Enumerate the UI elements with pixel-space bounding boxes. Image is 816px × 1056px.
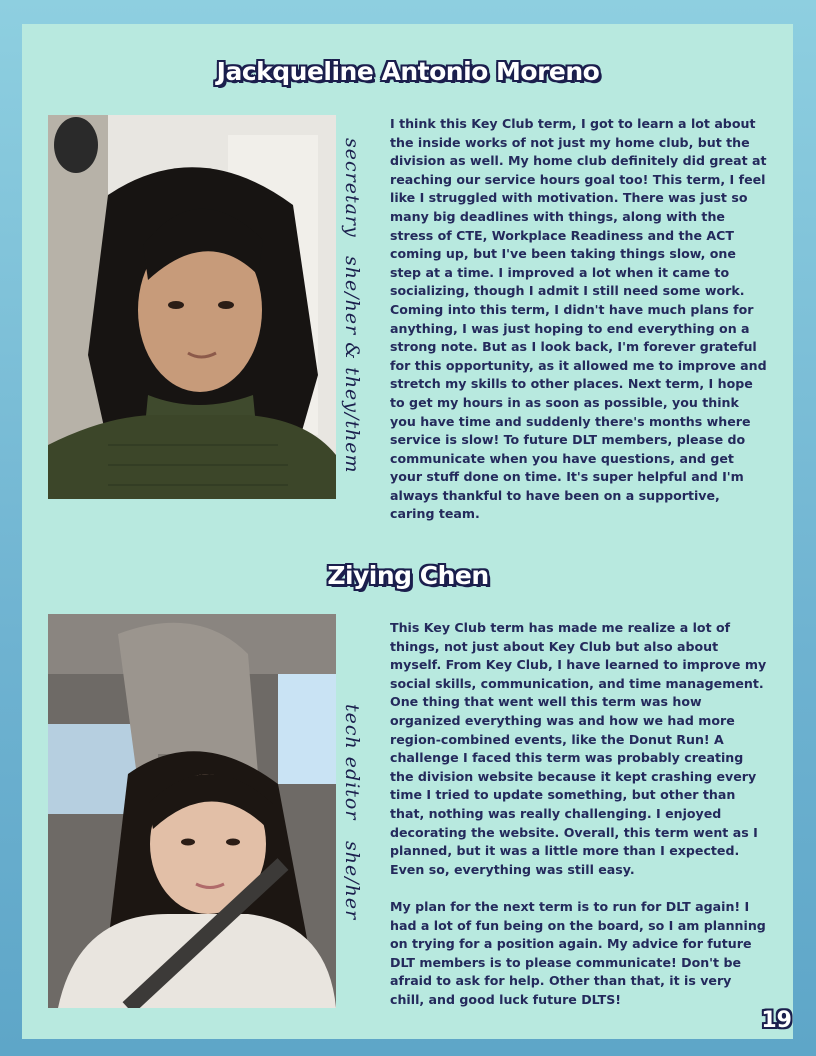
profile-pronouns: she/her & they/them xyxy=(341,256,363,474)
profile-photo xyxy=(48,115,336,499)
profile-name: Ziying Chen xyxy=(327,561,489,590)
profile-pronouns: she/her xyxy=(341,841,363,921)
page-number: 19 xyxy=(761,1008,792,1033)
profile-bio xyxy=(390,619,768,1009)
profile-bio xyxy=(390,115,768,524)
profile-role: tech editor xyxy=(341,704,363,821)
bio-paragraph: My plan for the next term is to run for DLT again! I had a lot of fun being on the board, so I am planning on trying for a position again. My advice for future DLT members is to please communicate! Don't be afraid to ask for help. Other than that, it is very chill, and good luck future DLTS! xyxy=(390,898,766,1007)
profile-role: secretary xyxy=(341,138,363,238)
bio-paragraph: I think this Key Club term, I got to learn a lot about the inside works of not just my home club, but the division as well. My home club definitely did great at reaching our service hours goal too! This term, I feel like I struggled with motivation. There was just so many big deadlines with things, along with the stress of CTE, Workplace Readiness and the ACT coming up, but I've been taking things slow, one step at a time. I improved a lot when it came to socializing, though I admit I still need some work. Coming into this term, I didn't have much plans for anything, I was just hoping to end everything on a strong note. But as I look back, I'm forever grateful for this opportunity, as it allowed me to improve and stretch my skills to other places. Next term, I hope to get my hours in as soon as possible, you think you have time and suddenly there's months where service is slow! To future DLT members, please do communicate when you have questions, and get your stuff done on time. It's super helpful and I'm always thankful to have been on a supportive, caring team. xyxy=(390,116,767,522)
profile-photo xyxy=(48,614,336,1008)
bio-paragraph: This Key Club term has made me realize a lot of things, not just about Key Club but also about myself. From Key Club, I have learned to improve my social skills, communication, and time management. One thing that went well this term was how organized everything was and how we had more region-combined events, like the Donut Run! A challenge I faced this term was probably creating the division website because it kept crashing every time I tried to update something, but other than that, nothing was really challenging. I enjoyed decorating the website. Overall, this term went as I planned, but it was a little more than I expected. Even so, everything was still easy. xyxy=(390,620,767,877)
profile-name: Jackqueline Antonio Moreno xyxy=(216,57,600,86)
